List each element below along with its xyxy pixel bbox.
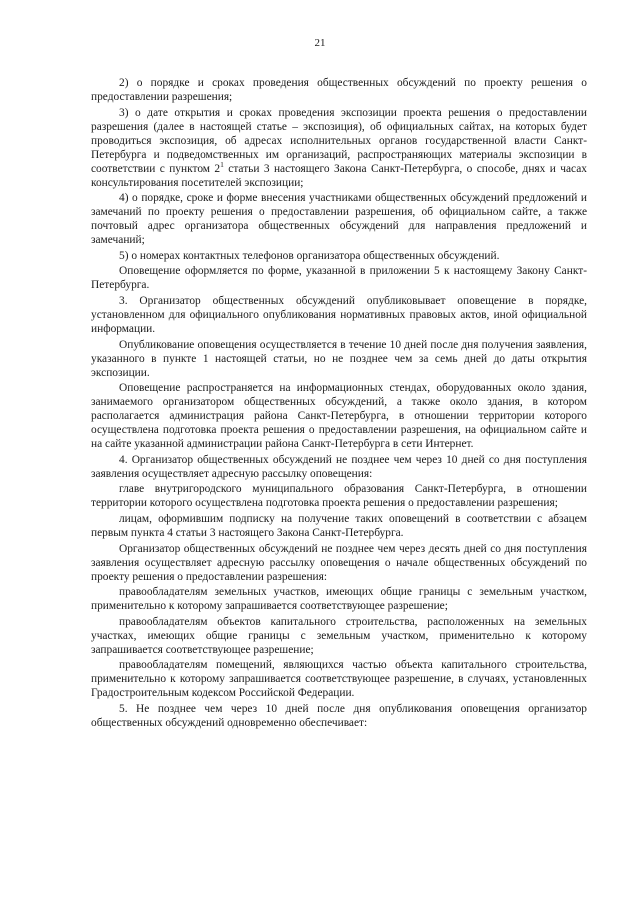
paragraph: 3. Организатор общественных обсуждений опубликовывает оповещение в порядке, установленном для официального опубликования нормативных правовых актов, иной официальной информации.: [91, 294, 587, 335]
paragraph: Оповещение оформляется по форме, указанной в приложении 5 к настоящему Закону Санкт-Петербурга.: [91, 265, 587, 292]
paragraph: правообладателям земельных участков, имеющих общие границы с земельным участком, применительно к которому запрашивается соответствующее разрешение;: [91, 586, 587, 613]
paragraph: 5) о номерах контактных телефонов организатора общественных обсуждений.: [119, 249, 500, 262]
superscript: 1: [220, 159, 224, 169]
document-body: [91, 76, 587, 732]
paragraph-text-after: статьи 3 настоящего Закона Санкт-Петербурга, о способе, днях и часах консультирования посетителей экспозиции;: [91, 162, 587, 189]
paragraph: Оповещение распространяется на информационных стендах, оборудованных около здания, занимаемого организатором общественных обсуждений, а также около здания, в котором располагается администрация района Санкт-Петербурга, в отношении территории которого осуществлена подготовка проекта решения о предоставлении разрешения, на официальном сайте и на сайте указанной администрации района Санкт-Петербурга в сети Интернет.: [91, 382, 587, 451]
paragraph: Опубликование оповещения осуществляется в течение 10 дней после дня получения заявления, указанного в пункте 1 настоящей статьи, но не позднее чем за семь дней до даты открытия экспозиции.: [91, 338, 587, 379]
paragraph: 2) о порядке и сроках проведения общественных обсуждений по проекту решения о предоставлении разрешения;: [91, 77, 587, 103]
paragraph: 4) о порядке, сроке и форме внесения участниками общественных обсуждений предложений и замечаний по проекту решения о предоставлении разрешения, об официальном сайте, а также почтовый адрес организатора общественных обсуждений для направления предложений и замечаний;: [91, 192, 587, 247]
paragraph: правообладателям объектов капитального строительства, расположенных на земельных участках, имеющих общие границы с земельным участком, применительно к которому запрашивается соответствующее разрешение;: [91, 615, 587, 656]
paragraph: Организатор общественных обсуждений не позднее чем через десять дней со дня поступления заявления осуществляет адресную рассылку оповещения о начале общественных обсуждений по проекту решения о предоставлении разрешения:: [91, 542, 587, 583]
paragraph: лицам, оформившим подписку на получение таких оповещений в соответствии с абзацем первым пункта 4 статьи 3 настоящего Закона Санкт-Петербурга.: [91, 512, 587, 539]
paragraph: 5. Не позднее чем через 10 дней после дня опубликования оповещения организатор общественных обсуждений одновременно обеспечивает:: [91, 702, 587, 729]
paragraph: 4. Организатор общественных обсуждений не позднее чем через 10 дней со дня поступления заявления осуществляет адресную рассылку оповещения:: [91, 453, 587, 480]
paragraph: правообладателям помещений, являющихся частью объекта капитального строительства, применительно к которому запрашивается соответствующее разрешение, в случаях, установленных Градостроительным кодексом Российской Федерации.: [91, 659, 587, 700]
page-number: 21: [314, 37, 326, 49]
paragraph: главе внутригородского муниципального образования Санкт-Петербурга, в отношении территории которого осуществлена подготовка проекта решения о предоставлении разрешения;: [91, 483, 587, 510]
paragraph-text: 3) о дате открытия и сроках проведения экспозиции проекта решения о предоставлении разрешения (далее в настоящей статье – экспозиция), об официальных сайтах, на которых будет проводиться экспозиция, об адресах исполнительных органов государственной власти Санкт-Петербурга и подведомственных им организаций, распространяющих материалы экспозиции в соответствии с пунктом 2: [91, 106, 587, 175]
paragraph: [91, 106, 587, 190]
